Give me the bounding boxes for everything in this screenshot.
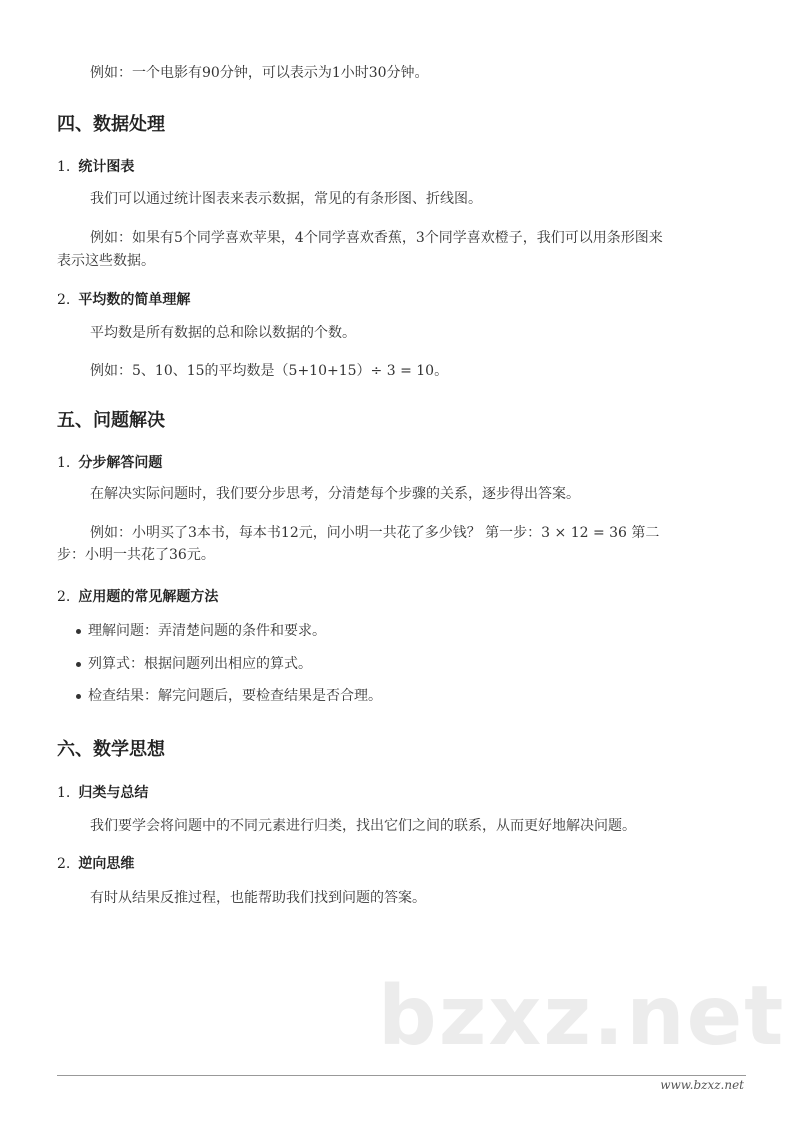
subsection-number: 1.: [57, 455, 71, 471]
example-continued: 表示这些数据。: [57, 253, 155, 269]
subsection-title: 应用题的常见解题方法: [78, 589, 219, 605]
example: 例如：小明买了3本书，每本书12元，问小明一共花了多少钱？ 第一步：3 × 12 = 36 第二: [90, 525, 660, 541]
bullet-text: 理解问题：弄清楚问题的条件和要求。: [88, 623, 326, 639]
subsection-number: 2.: [57, 292, 71, 308]
subsection-number: 2.: [57, 856, 71, 872]
bullet-icon: [76, 694, 81, 699]
section-heading: 五、问题解决: [57, 410, 165, 431]
bullet-icon: [76, 662, 81, 667]
subsection-title: 归类与总结: [78, 785, 149, 801]
bullet-item: [76, 686, 382, 706]
bullet-icon: [76, 629, 81, 634]
paragraph: 有时从结果反推过程，也能帮助我们找到问题的答案。: [90, 890, 426, 906]
subsection-heading: [57, 290, 190, 310]
subsection-number: 1.: [57, 785, 71, 801]
paragraph: 我们可以通过统计图表来表示数据，常见的有条形图、折线图。: [90, 191, 482, 207]
subsection-title: 统计图表: [78, 159, 135, 175]
subsection-heading: [57, 587, 218, 607]
paragraph: 我们要学会将问题中的不同元素进行归类，找出它们之间的联系，从而更好地解决问题。: [90, 818, 636, 834]
subsection-number: 1.: [57, 159, 71, 175]
example-continued: 步：小明一共花了36元。: [57, 547, 215, 563]
subsection-heading: [57, 157, 134, 177]
subsection-title: 分步解答问题: [78, 455, 163, 471]
subsection-title: 平均数的简单理解: [78, 292, 191, 308]
bullet-text: 列算式：根据问题列出相应的算式。: [88, 656, 312, 672]
footer-divider: [57, 1075, 746, 1076]
section-heading: 六、数学思想: [57, 739, 165, 760]
example: 例如：5、10、15的平均数是（5+10+15）÷ 3 = 10。: [90, 363, 449, 379]
example: 例如：如果有5个同学喜欢苹果，4个同学喜欢香蕉，3个同学喜欢橙子，我们可以用条形图来: [90, 230, 663, 246]
bullet-item: [76, 621, 326, 641]
subsection-heading: [57, 783, 148, 803]
footer-url: www.bzxz.net: [660, 1078, 744, 1092]
watermark: bzxz.net: [378, 969, 786, 1064]
bullet-text: 检查结果：解完问题后，要检查结果是否合理。: [88, 688, 382, 704]
subsection-title: 逆向思维: [78, 856, 135, 872]
section-heading: 四、数据处理: [57, 114, 165, 135]
paragraph: 在解决实际问题时，我们要分步思考，分清楚每个步骤的关系，逐步得出答案。: [90, 486, 580, 502]
bullet-item: [76, 654, 312, 674]
subsection-heading: [57, 854, 134, 874]
paragraph: 平均数是所有数据的总和除以数据的个数。: [90, 325, 356, 341]
intro-example: 例如：一个电影有90分钟，可以表示为1小时30分钟。: [90, 65, 429, 81]
subsection-number: 2.: [57, 589, 71, 605]
subsection-heading: [57, 453, 162, 473]
